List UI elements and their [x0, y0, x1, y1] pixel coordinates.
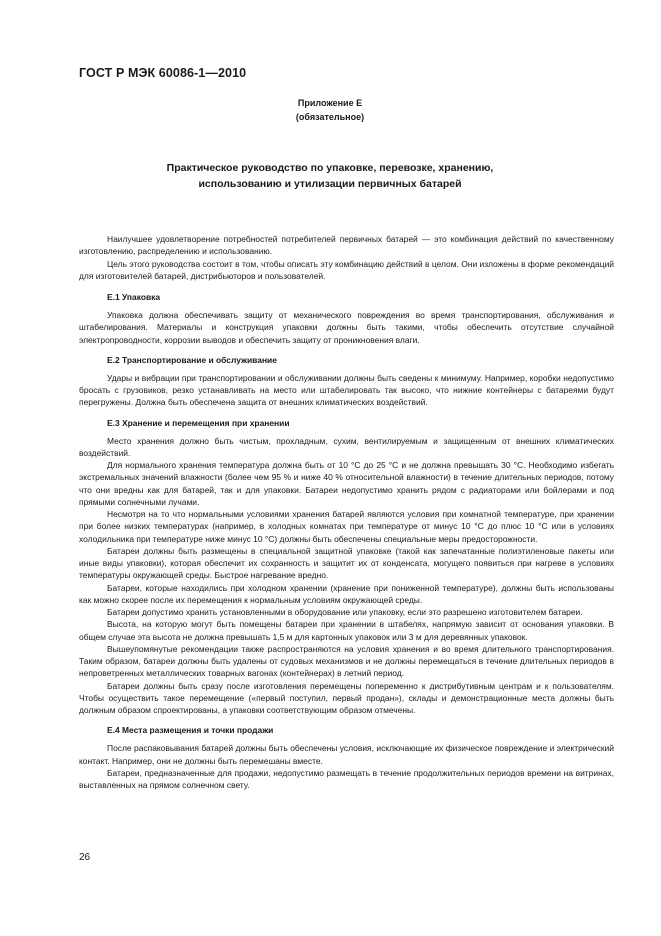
standard-header: ГОСТ Р МЭК 60086-1—2010	[79, 66, 247, 80]
section-paragraph: Батареи, предназначенные для продажи, недопустимо размещать в течение продолжительных периодов времени на витринах, выставленных на прямом солнечном свету.	[79, 767, 614, 790]
appendix-label-block	[79, 96, 581, 124]
section-paragraph: Место хранения должно быть чистым, прохладным, сухим, вентилируемым и защищенным от внешних климатических воздействий.	[79, 435, 614, 458]
section-paragraph: Батареи должны быть размещены в специальной защитной упаковке (такой как запечатанные полиэтиленовые пакеты или иные виды упаковки), которая обеспечит их сохранность и защитит их от конденсата, могущего появиться при нагреве в условиях температуры окружающей среды. Быстрое нагревание вредно.	[79, 545, 614, 581]
section-heading-e1: Е.1 Упаковка	[107, 292, 161, 302]
section-paragraph: После распаковывания батарей должны быть обеспечены условия, исключающие их физическое повреждение и электрический контакт. Например, они не должны быть перемешаны вместе.	[79, 743, 614, 766]
section-heading-e2: Е.2 Транспортирование и обслуживание	[107, 354, 277, 365]
intro-paragraph: Цель этого руководства состоит в том, чтобы описать эту комбинацию действий в целом. Они изложены в форме рекомендаций для изготовителей батарей, дистрибьюторов и пользователей.	[79, 258, 614, 281]
section-paragraph: Вышеупомянутые рекомендации также распространяются на условия хранения и во время длительного транспортирования. Таким образом, батареи должны быть удалены от судовых механизмов и не должны перемещаться в течение длительных периодов в непроветренных металлических товарных вагонах (контейнерах) в летний период.	[79, 643, 614, 679]
page-number: 26	[79, 852, 91, 863]
intro-paragraph: Наилучшее удовлетворение потребностей потребителей первичных батарей — это комбинация действий по качественному изготовлению, распределению и использованию.	[79, 234, 614, 257]
section-paragraph: Батареи должны быть сразу после изготовления перемещены попеременно к дистрибутивным центрам и к пользователям. Чтобы осуществить такое перемещение («первый поступил, первый продан»), склады и демонстрационные места должны быть должным образом спроектированы, а упаковки соответствующим образом отмечены.	[79, 680, 614, 715]
section-paragraph: Удары и вибрации при транспортировании и обслуживании должны быть сведены к минимуму. Например, коробки недопустимо бросать с грузовиков, резко устанавливать на место или штабелировать так высоко, что нижние контейнеры с батареями будут перегружены. Должна быть обеспечена защита от внешних климатических воздействий.	[79, 372, 614, 408]
section-heading-e4: Е.4 Места размещения и точки продажи	[107, 725, 274, 736]
section-paragraph: Упаковка должна обеспечивать защиту от механического повреждения во время транспортирования, обслуживания и штабелирования. Материалы и конструкция упаковки должны быть такими, чтобы обеспечить отсутствие случайной электропроводности, коррозии выводов и обеспечить защиту от проникновения влаги.	[79, 310, 614, 345]
section-paragraph: Батареи, которые находились при холодном хранении (хранение при пониженной температуре), должны быть использованы как можно скорее после их перемещения к нормальным условиям окружающей среды.	[79, 582, 614, 605]
section-paragraph: Батареи допустимо хранить установленными в оборудование или упаковку, если это разрешено изготовителем батареи.	[107, 607, 583, 617]
document-body	[79, 233, 614, 791]
appendix-label: Приложение Е	[297, 98, 363, 108]
appendix-title-line-2: использованию и утилизации первичных батарей	[198, 178, 462, 190]
section-heading-e3: Е.3 Хранение и перемещения при хранении	[107, 417, 290, 428]
section-paragraph: Высота, на которую могут быть помещены батареи при хранении в штабелях, напрямую зависит от основания упаковки. В общем случае эта высота не должна превышать 1,5 м для картонных упаковок или 3 м для деревянных упаковок.	[79, 619, 614, 642]
section-paragraph: Несмотря на то что нормальными условиями хранения батарей являются условия при комнатной температуре, при хранении при более низких температурах (например, в холодных комнатах при температуре от минус 10 °С до плюс 10 °С или в условиях холодильника при температуре ниже минус 10 °С) должны быть обеспечены специальные меры предосторожности.	[79, 509, 614, 544]
section-paragraph: Для нормального хранения температура должна быть от 10 °С до 25 °С и не должна превышать 30 °С. Необходимо избегать экстремальных значений влажности (более чем 95 % и ниже 40 % относительной влажности) в течение длительных периодов, потому что они вредны как для батарей, так и для упаковки. Батареи недопустимо хранить рядом с радиаторами или бойлерами и под прямыми солнечными лучами.	[79, 460, 614, 507]
appendix-title	[79, 160, 581, 192]
appendix-status: (обязательное)	[295, 112, 365, 122]
appendix-title-line-1: Практическое руководство по упаковке, перевозке, хранению,	[166, 162, 494, 174]
